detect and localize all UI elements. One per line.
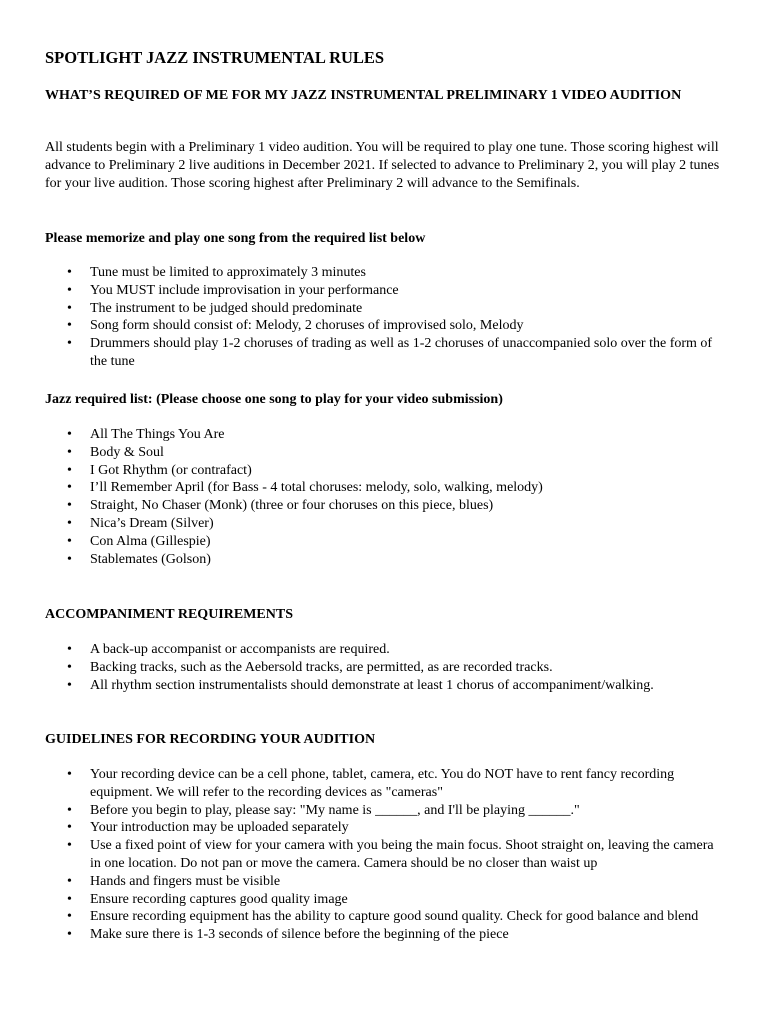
list-item <box>45 659 725 677</box>
bullet-icon: • <box>67 767 72 782</box>
bullet-icon: • <box>67 462 72 478</box>
bullet-icon: • <box>67 336 72 352</box>
list-item-text: Straight, No Chaser (Monk) (three or four choruses on this piece, blues) <box>90 498 494 514</box>
bullet-icon: • <box>67 891 72 907</box>
list-item-text: Ensure recording equipment has the ability to capture good sound quality. Check for good balance and blend <box>90 909 699 925</box>
bullet-icon: • <box>67 659 72 675</box>
list-item <box>45 264 725 282</box>
memorize-heading: Please memorize and play one song from the required list below <box>45 231 426 246</box>
list-item <box>45 837 725 873</box>
list-item <box>45 926 725 944</box>
section-heading-preliminary: WHAT’S REQUIRED OF ME FOR MY JAZZ INSTRUMENTAL PRELIMINARY 1 VIDEO AUDITION <box>45 88 682 103</box>
list-item <box>45 317 725 335</box>
list-item <box>45 873 725 891</box>
list-item-text: Stablemates (Golson) <box>90 551 211 567</box>
list-item <box>45 335 725 371</box>
bullet-icon: • <box>67 515 72 531</box>
recording-guidelines-list <box>45 766 725 944</box>
list-item-text: Body & Soul <box>90 444 164 460</box>
bullet-icon: • <box>67 909 72 925</box>
list-item-text: Con Alma (Gillespie) <box>90 533 211 549</box>
list-item-text: Song form should consist of: Melody, 2 choruses of improvised solo, Melody <box>90 318 524 334</box>
bullet-icon: • <box>67 927 72 943</box>
list-item <box>45 908 725 926</box>
list-item <box>45 677 725 695</box>
bullet-icon: • <box>67 300 72 316</box>
document-title: SPOTLIGHT JAZZ INSTRUMENTAL RULES <box>45 48 385 67</box>
list-item-text: All rhythm section instrumentalists should demonstrate at least 1 chorus of accompaniment/walking. <box>90 677 654 693</box>
list-item-text: A back-up accompanist or accompanists are required. <box>90 642 390 657</box>
list-item <box>45 766 725 802</box>
list-item-text: Your recording device can be a cell phone, tablet, camera, etc. You do NOT have to rent fancy recording equipment. We will refer to the recording devices as "cameras" <box>90 767 675 800</box>
list-item-text: Backing tracks, such as the Aebersold tracks, are permitted, as are recorded tracks. <box>90 659 553 675</box>
list-item-text: Make sure there is 1-3 seconds of silence before the beginning of the piece <box>90 927 509 943</box>
bullet-icon: • <box>67 873 72 889</box>
bullet-icon: • <box>67 318 72 334</box>
list-item <box>45 551 725 569</box>
list-item <box>45 479 725 497</box>
bullet-icon: • <box>67 551 72 567</box>
bullet-icon: • <box>67 265 72 280</box>
bullet-icon: • <box>67 802 72 818</box>
bullet-icon: • <box>67 820 72 836</box>
list-item <box>45 300 725 318</box>
list-item <box>45 426 725 444</box>
list-item <box>45 515 725 533</box>
list-item-text: Hands and fingers must be visible <box>90 873 281 889</box>
bullet-icon: • <box>67 480 72 496</box>
accompaniment-heading: ACCOMPANIMENT REQUIREMENTS <box>45 607 293 622</box>
bullet-icon: • <box>67 427 72 442</box>
list-item <box>45 497 725 515</box>
required-list-heading: Jazz required list: (Please choose one song to play for your video submission) <box>45 392 503 407</box>
list-item <box>45 891 725 909</box>
bullet-icon: • <box>67 282 72 298</box>
list-item-text: Use a fixed point of view for your camera with you being the main focus. Shoot straight on, leaving the camera in one location. Do not pan or move the camera. Camera should be no closer than waist up <box>90 838 714 871</box>
bullet-icon: • <box>67 677 72 693</box>
song-list <box>45 426 725 568</box>
list-item <box>45 533 725 551</box>
bullet-icon: • <box>67 444 72 460</box>
accompaniment-list <box>45 641 725 694</box>
list-item <box>45 819 725 837</box>
list-item <box>45 641 725 659</box>
list-item-text: Nica’s Dream (Silver) <box>90 515 214 531</box>
rules-list <box>45 264 725 371</box>
bullet-icon: • <box>67 642 72 657</box>
intro-paragraph: All students begin with a Preliminary 1 video audition. You will be required to play one tune. Those scoring highest will advance to Preliminary 2 live auditions in December 2021. If selected to advance to Preliminary 2, you will play 2 tunes for your live audition. Those scoring highest after Preliminary 2 will advance to the Semifinals. <box>45 140 720 191</box>
list-item-text: The instrument to be judged should predominate <box>90 300 363 316</box>
recording-guidelines-heading: GUIDELINES FOR RECORDING YOUR AUDITION <box>45 732 376 747</box>
list-item <box>45 444 725 462</box>
list-item-text: Your introduction may be uploaded separately <box>90 820 349 836</box>
bullet-icon: • <box>67 498 72 514</box>
list-item-text: Ensure recording captures good quality image <box>90 891 348 907</box>
list-item-text: Drummers should play 1-2 choruses of trading as well as 1-2 choruses of unaccompanied solo over the form of the tune <box>90 336 713 369</box>
list-item-text: All The Things You Are <box>90 427 225 442</box>
list-item-text: Tune must be limited to approximately 3 minutes <box>90 265 366 280</box>
list-item <box>45 462 725 480</box>
bullet-icon: • <box>67 838 72 854</box>
list-item <box>45 802 725 820</box>
list-item-text: I’ll Remember April (for Bass - 4 total choruses: melody, solo, walking, melody) <box>90 480 543 496</box>
list-item-text: Before you begin to play, please say: "My name is ______, and I'll be playing ______." <box>90 802 580 818</box>
list-item-text: You MUST include improvisation in your performance <box>90 282 399 298</box>
bullet-icon: • <box>67 533 72 549</box>
list-item-text: I Got Rhythm (or contrafact) <box>90 462 252 478</box>
list-item <box>45 282 725 300</box>
